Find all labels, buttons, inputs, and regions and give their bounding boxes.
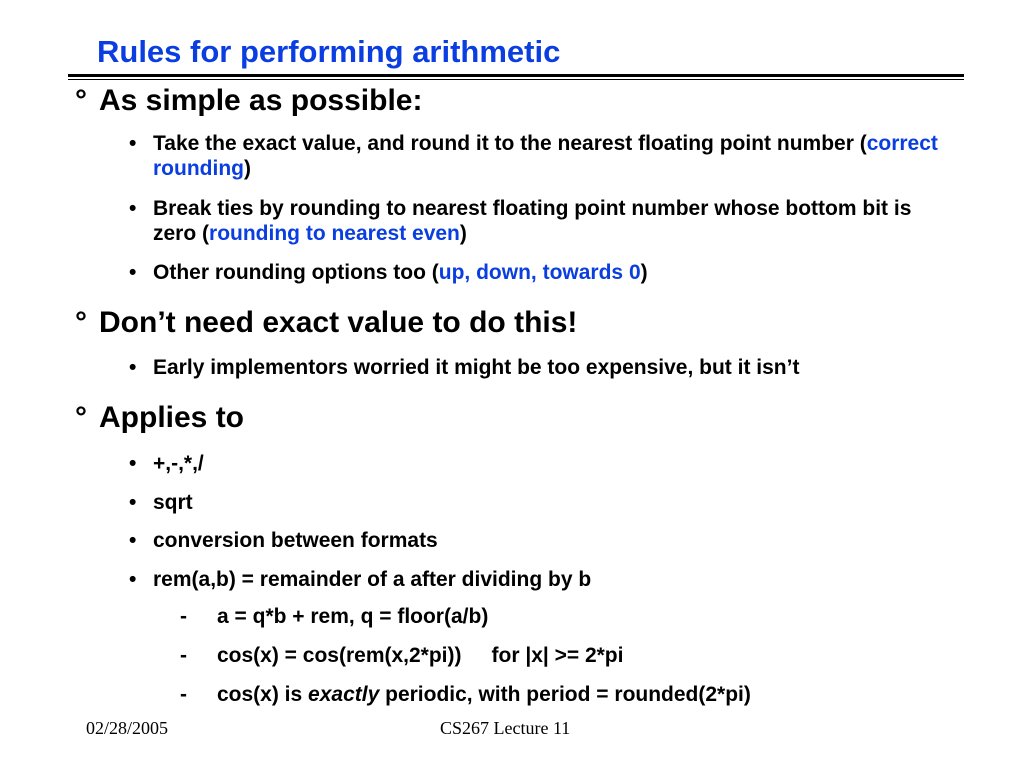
- bullet-correct-rounding: [129, 131, 949, 181]
- section-heading-applies-to: [75, 401, 244, 435]
- sub-bullet-text: [217, 644, 623, 668]
- bullet-text: conversion between formats: [153, 529, 438, 552]
- sub-bullet-rem-definition: [180, 605, 488, 629]
- bullet-round-to-even: [129, 196, 949, 246]
- bullet-text-end: ): [459, 222, 467, 245]
- bullet-text-main: Break ties by rounding to nearest floating point number whose bottom bit is zero (: [153, 197, 912, 245]
- footer-date: 02/28/2005: [86, 718, 169, 738]
- footer-course: CS267 Lecture 11: [440, 718, 571, 738]
- degree-bullet: °: [75, 84, 87, 117]
- title-divider-thick: [68, 74, 964, 77]
- bullet-sqrt: [129, 490, 949, 515]
- bullet-dot: •: [129, 452, 137, 475]
- highlight-term: up, down, towards 0: [438, 261, 641, 284]
- bullet-dot: •: [129, 529, 137, 552]
- section-heading-text: Applies to: [99, 401, 245, 434]
- condition-text: for |x| >= 2*pi: [491, 644, 624, 667]
- bullet-text-main: Other rounding options too (: [153, 261, 439, 284]
- bullet-dot: •: [129, 491, 137, 514]
- bullet-text: +,-,*,/: [153, 452, 204, 475]
- bullet-dot: •: [129, 197, 137, 220]
- degree-bullet: °: [75, 306, 87, 339]
- sub-bullet-text-start: cos(x) is: [217, 683, 309, 706]
- bullet-text-end: ): [243, 157, 251, 180]
- sub-bullet-cos-periodic: [180, 683, 751, 707]
- bullet-text: Early implementors worried it might be too expensive, but it isn’t: [153, 356, 800, 379]
- dash-bullet: -: [180, 605, 187, 628]
- slide-title: Rules for performing arithmetic: [97, 34, 561, 69]
- bullet-implementors: [129, 355, 949, 380]
- section-heading-text: As simple as possible:: [99, 84, 423, 117]
- formula-text: cos(x) = cos(rem(x,2*pi)): [217, 644, 462, 667]
- bullet-dot: •: [129, 568, 137, 591]
- dash-bullet: -: [180, 683, 187, 706]
- highlight-term: rounding to nearest even: [209, 222, 460, 245]
- dash-bullet: -: [180, 644, 187, 667]
- sub-bullet-text: [217, 683, 751, 707]
- bullet-text-main: Take the exact value, and round it to the nearest floating point number (: [153, 132, 867, 155]
- bullet-text: [153, 131, 949, 181]
- section-heading-text: Don’t need exact value to do this!: [99, 306, 578, 339]
- bullet-rem: [129, 567, 949, 592]
- section-heading-simple: [75, 84, 422, 118]
- bullet-dot: •: [129, 356, 137, 379]
- section-heading-exact-value: [75, 306, 577, 340]
- bullet-text: [153, 260, 949, 285]
- degree-bullet: °: [75, 401, 87, 434]
- title-divider-thin: [68, 79, 964, 80]
- bullet-text: sqrt: [153, 491, 193, 514]
- bullet-other-options: [129, 260, 949, 285]
- bullet-text: [153, 196, 949, 246]
- emphasis-text: exactly: [308, 683, 380, 706]
- sub-bullet-text-end: periodic, with period = rounded(2*pi): [379, 683, 751, 706]
- bullet-conversion: [129, 528, 949, 553]
- bullet-text-end: ): [640, 261, 648, 284]
- bullet-operations: [129, 451, 949, 476]
- highlight-term: correct rounding: [153, 132, 938, 180]
- sub-bullet-cos-rem: [180, 644, 623, 668]
- bullet-dot: •: [129, 261, 137, 284]
- bullet-text: rem(a,b) = remainder of a after dividing by b: [153, 568, 592, 591]
- bullet-dot: •: [129, 132, 137, 155]
- sub-bullet-text: a = q*b + rem, q = floor(a/b): [217, 605, 489, 628]
